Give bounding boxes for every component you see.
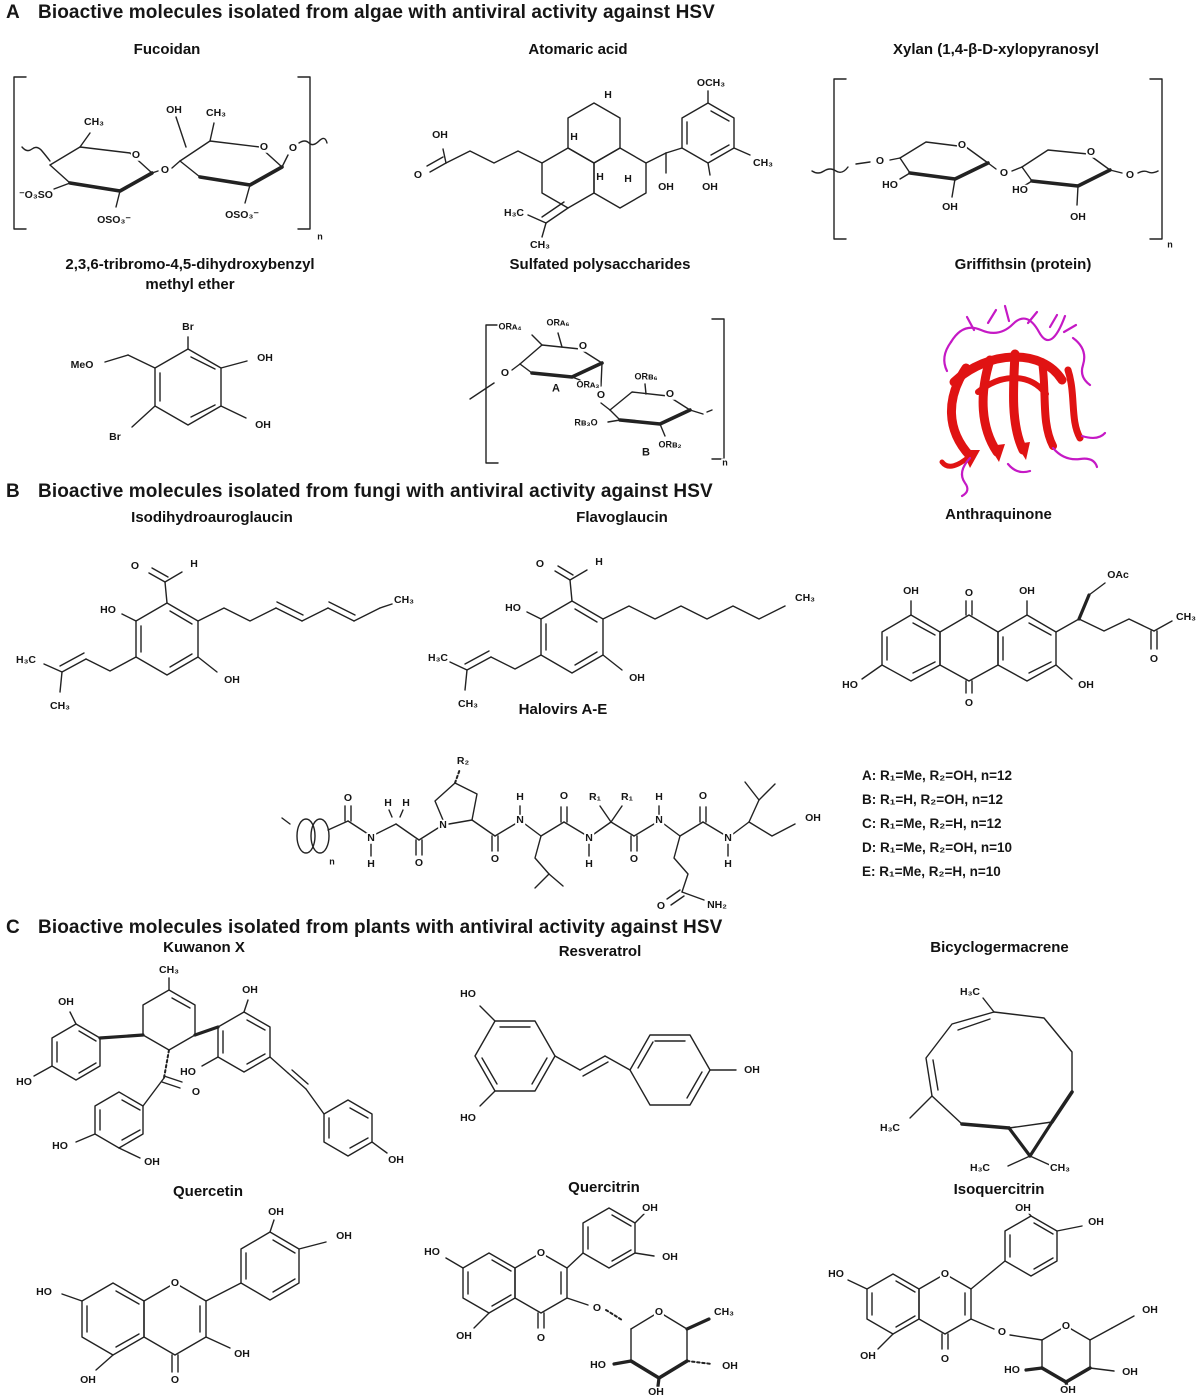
atom-label: OH: [242, 983, 258, 996]
atom-label: N: [585, 831, 593, 844]
molecule-quercetin: [8, 1182, 408, 1394]
atom-label: O: [536, 1246, 546, 1259]
atom-label: O: [997, 1325, 1007, 1338]
atom-label: O: [999, 166, 1009, 179]
atom-label: O: [964, 586, 974, 599]
atom-label: OH: [224, 673, 240, 686]
atom-label: H: [570, 130, 578, 143]
atom-label: ORʙ₆: [634, 371, 658, 382]
atom-label: CH₃: [457, 697, 479, 710]
molecule-fucoidan: [2, 40, 332, 250]
atom-label: N: [367, 831, 375, 844]
section-c-header: [6, 917, 722, 939]
molecule-isoquercitrin: [798, 1180, 1200, 1394]
atom-label: N: [724, 831, 732, 844]
atom-label: CH₃: [49, 699, 71, 712]
atom-label: H: [402, 796, 410, 809]
halovirs-variant-a: A: R₁=Me, R₂=OH, n=12: [862, 768, 1012, 783]
molecule-name: Flavoglaucin: [576, 509, 668, 526]
atom-label: O: [656, 899, 666, 912]
atom-label: O: [343, 791, 353, 804]
atom-label: HO: [460, 1111, 476, 1124]
molecule-xylan: [800, 40, 1192, 260]
atom-label: O: [964, 696, 974, 709]
atom-label: Rʙ₃O: [574, 417, 598, 428]
halovirs-variant-c: C: R₁=Me, R₂=H, n=12: [862, 816, 1002, 831]
atom-label: CH₃: [1049, 1161, 1071, 1174]
atom-label: O: [500, 366, 510, 379]
molecule-kuwanon-x: [4, 938, 404, 1175]
atom-label: HO: [842, 678, 858, 691]
atom-label: H: [384, 796, 392, 809]
atom-label: O: [535, 557, 545, 570]
section-b-letter: B: [6, 481, 20, 502]
structure-flavoglaucin: [422, 534, 822, 724]
molecule-resveratrol: [400, 942, 800, 1147]
atom-label: O: [1086, 145, 1096, 158]
atom-label: OH: [456, 1329, 472, 1342]
structure-fucoidan: [2, 65, 332, 245]
atom-label: OH: [744, 1063, 760, 1076]
atom-label: O: [592, 1301, 602, 1314]
atom-label: O: [536, 1331, 546, 1344]
atom-label: ORᴀ₃: [576, 379, 600, 390]
molecule-name: Sulfated polysaccharides: [509, 256, 691, 273]
atom-label: OH: [658, 180, 674, 193]
atom-label: OH: [166, 103, 182, 116]
atom-label: OH: [80, 1373, 96, 1386]
atom-label: OSO₃⁻: [97, 213, 131, 226]
atom-label: R₂: [456, 754, 470, 767]
atom-label: OH: [58, 995, 74, 1008]
atom-label: ORᴀ₆: [546, 317, 570, 328]
fucoidan-skeleton: [2, 65, 332, 245]
molecule-name: Bicyclogermacrene: [930, 939, 1069, 956]
atom-label: O: [170, 1276, 180, 1289]
atom-label: OH: [1015, 1201, 1031, 1214]
molecule-name: Isoquercitrin: [953, 1181, 1045, 1198]
molecule-name: Anthraquinone: [945, 506, 1052, 523]
atom-label: OH: [336, 1229, 352, 1242]
molecule-name: Quercitrin: [568, 1179, 640, 1196]
atom-label: OAc: [1107, 568, 1129, 581]
atom-label: R₁: [621, 790, 633, 803]
atom-label: O: [698, 789, 708, 802]
halovirs-skeleton: [268, 724, 858, 914]
structure-kuwanon: [4, 960, 404, 1175]
atom-label: H: [604, 88, 612, 101]
atom-label: O: [414, 856, 424, 869]
atom-label: H: [724, 857, 732, 870]
atom-label: HO: [100, 603, 116, 616]
structure-quercetin: [8, 1204, 408, 1394]
halovirs-variants: [862, 768, 1182, 898]
atom-label: O: [490, 852, 500, 865]
atom-label: CH₃: [83, 115, 105, 128]
structure-griffithsin: [858, 280, 1188, 475]
griffithsin-ribbon: [858, 280, 1188, 475]
atom-label: CH₃: [393, 593, 415, 606]
atom-label: O: [170, 1373, 180, 1386]
atom-label: CH₃: [713, 1305, 735, 1318]
atom-label: Br: [182, 320, 194, 333]
atom-label: H: [596, 170, 604, 183]
atom-label: n: [1167, 239, 1173, 250]
molecule-atomaric-acid: [378, 40, 778, 255]
atom-label: O: [940, 1267, 950, 1280]
atom-label: HO: [460, 987, 476, 1000]
atom-label: OH: [388, 1153, 404, 1166]
atom-label: ORᴀ₄: [498, 321, 522, 332]
atom-label: HO: [52, 1139, 68, 1152]
atom-label: MeO: [70, 358, 94, 371]
atom-label: OH: [805, 811, 821, 824]
atom-label: n: [722, 457, 728, 468]
structure-isoquercitrin: [798, 1201, 1198, 1395]
atom-label: H: [655, 790, 663, 803]
atom-label: OH: [1142, 1303, 1158, 1316]
atom-label: H: [190, 557, 198, 570]
atom-label: Br: [109, 430, 121, 443]
molecule-name: Resveratrol: [558, 943, 642, 960]
atom-label: OSO₃⁻: [225, 208, 259, 221]
atom-label: O: [665, 387, 675, 400]
atom-label: O: [940, 1352, 950, 1365]
atom-label: OH: [255, 418, 271, 431]
atom-label: O: [191, 1085, 201, 1098]
halovirs-variant-d: D: R₁=Me, R₂=OH, n=10: [862, 840, 1012, 855]
atom-label: ⁻O₃SO: [19, 188, 53, 201]
atom-label: OH: [268, 1205, 284, 1218]
atom-label: O: [130, 559, 140, 572]
atom-label: O: [131, 148, 141, 161]
atom-label: OH: [647, 1387, 665, 1395]
atom-label: N: [655, 813, 663, 826]
atom-label: H: [516, 790, 524, 803]
atom-label: NH₂: [707, 898, 727, 911]
atom-label: OH: [1019, 584, 1035, 597]
atom-label: OH: [1070, 210, 1086, 223]
atom-label: OH: [432, 128, 448, 141]
molecule-name: Quercetin: [172, 1183, 244, 1200]
atom-label: OH: [702, 180, 718, 193]
structure-sulfated: [420, 283, 780, 468]
atom-label: H₃C: [959, 985, 981, 998]
molecule-isodihydroauroglaucin: [2, 508, 422, 726]
section-c-letter: C: [6, 917, 20, 938]
structure-bicyclo: [802, 960, 1197, 1175]
atom-label: N: [516, 813, 524, 826]
atom-label: OH: [144, 1155, 160, 1168]
isodihydro-skeleton: [2, 534, 422, 724]
atom-label: O: [288, 141, 298, 154]
atom-label: OH: [1122, 1365, 1138, 1378]
molecule-name: [10, 255, 370, 296]
atom-label: O: [559, 789, 569, 802]
atom-label: n: [329, 856, 335, 867]
structure-atomaric: [378, 65, 778, 250]
atom-label: O: [875, 154, 885, 167]
section-a-letter: A: [6, 2, 20, 23]
atom-label: O: [259, 140, 269, 153]
structure-tribromo: [10, 305, 370, 455]
atom-label: HO: [36, 1285, 52, 1298]
atom-label: HO: [424, 1245, 440, 1258]
atom-label: HO: [590, 1358, 606, 1371]
molecule-name: Kuwanon X: [163, 939, 245, 956]
atom-label: OH: [234, 1347, 250, 1360]
molecule-name: Halovirs A-E: [518, 701, 608, 718]
atom-label: OH: [257, 351, 273, 364]
molecule-bicyclogermacrene: [802, 938, 1197, 1175]
atom-label: O: [160, 163, 170, 176]
atom-label: H₃C: [879, 1121, 901, 1134]
sulfated-skeleton: [420, 283, 780, 468]
atom-label: OH: [903, 584, 919, 597]
atom-label: HO: [1004, 1363, 1020, 1376]
atom-label: N: [439, 818, 447, 831]
atom-label: A: [552, 382, 560, 395]
atom-label: OH: [722, 1359, 738, 1372]
molecule-tribromo: [10, 255, 370, 460]
molecule-halovirs: [268, 697, 858, 916]
molecule-anthraquinone: [796, 505, 1200, 733]
atom-label: O: [1061, 1319, 1071, 1332]
atom-label: O: [413, 168, 423, 181]
atom-label: H: [624, 172, 632, 185]
flavoglaucin-skeleton: [422, 534, 822, 724]
atom-label: CH₃: [752, 156, 774, 169]
atom-label: H: [585, 857, 593, 870]
atom-label: HO: [180, 1065, 196, 1078]
molecule-name: Isodihydroauroglaucin: [131, 509, 293, 526]
structure-isodihydro: [2, 534, 422, 724]
atom-label: n: [317, 231, 323, 242]
atom-label: OH: [1078, 678, 1094, 691]
atom-label: CH₃: [205, 106, 227, 119]
molecule-quercitrin: [404, 1178, 804, 1395]
atom-label: O: [654, 1305, 664, 1318]
atom-label: OH: [1088, 1215, 1104, 1228]
section-a-header: [6, 2, 715, 24]
atom-label: CH₃: [529, 238, 551, 251]
molecule-sulfated-polysaccharides: [420, 255, 780, 470]
atom-label: HO: [1012, 183, 1028, 196]
atom-label: O: [629, 852, 639, 865]
atom-label: H₃C: [15, 653, 37, 666]
section-a-title: Bioactive molecules isolated from algae with antiviral activity against HSV: [38, 2, 715, 23]
atom-label: O: [1149, 652, 1159, 665]
section-b-header: [6, 481, 713, 503]
name-line-2: methyl ether: [145, 276, 235, 294]
atom-label: HO: [882, 178, 898, 191]
section-c-title: Bioactive molecules isolated from plants with antiviral activity against HSV: [38, 917, 723, 938]
atom-label: O: [957, 138, 967, 151]
atomaric-skeleton: [378, 65, 778, 250]
halovirs-variant-b: B: R₁=H, R₂=OH, n=12: [862, 792, 1003, 807]
atom-label: H₃C: [503, 206, 525, 219]
structure-halovirs: [268, 724, 858, 914]
molecule-flavoglaucin: [422, 508, 822, 726]
atom-label: O: [596, 388, 606, 401]
atom-label: CH₃: [794, 591, 816, 604]
atom-label: H: [367, 857, 375, 870]
atom-label: OH: [942, 200, 958, 213]
atom-label: OH: [642, 1201, 658, 1214]
molecule-griffithsin: [858, 255, 1188, 475]
molecule-name: Atomaric acid: [528, 41, 628, 58]
molecule-name: Fucoidan: [133, 41, 201, 58]
structure-xylan: [800, 65, 1190, 260]
atom-label: HO: [16, 1075, 32, 1088]
atom-label: HO: [828, 1267, 844, 1280]
atom-label: H: [595, 555, 603, 568]
atom-label: CH₃: [1175, 610, 1197, 623]
section-b-title: Bioactive molecules isolated from fungi with antiviral activity against HSV: [38, 481, 713, 502]
xylan-skeleton: [800, 65, 1190, 260]
atom-label: R₁: [589, 790, 601, 803]
atom-label: OH: [662, 1250, 678, 1263]
molecule-name: Griffithsin (protein): [954, 256, 1092, 273]
bicyclo-skeleton: [802, 960, 1197, 1175]
structure-resveratrol: [400, 966, 800, 1146]
name-line-1: 2,3,6-tribromo-4,5-dihydroxybenzyl: [65, 256, 315, 273]
atom-label: H₃C: [427, 651, 449, 664]
atom-label: OH: [629, 671, 645, 684]
atom-label: OH: [860, 1349, 876, 1362]
halovirs-variant-e: E: R₁=Me, R₂=H, n=10: [862, 864, 1001, 879]
atom-label: O: [1125, 168, 1135, 181]
atom-label: OCH₃: [696, 76, 726, 89]
atom-label: ORʙ₂: [658, 439, 682, 450]
atom-label: O: [578, 339, 588, 352]
atom-label: CH₃: [158, 963, 180, 976]
atom-label: OH: [1060, 1383, 1076, 1395]
atom-label: H₃C: [969, 1161, 991, 1174]
atom-label: HO: [505, 601, 521, 614]
isoquercitrin-skeleton: [798, 1201, 1198, 1394]
molecule-name: Xylan (1,4-β-D-xylopyranosyl: [893, 41, 1099, 58]
structure-quercitrin: [404, 1200, 804, 1395]
atom-label: B: [642, 446, 650, 459]
